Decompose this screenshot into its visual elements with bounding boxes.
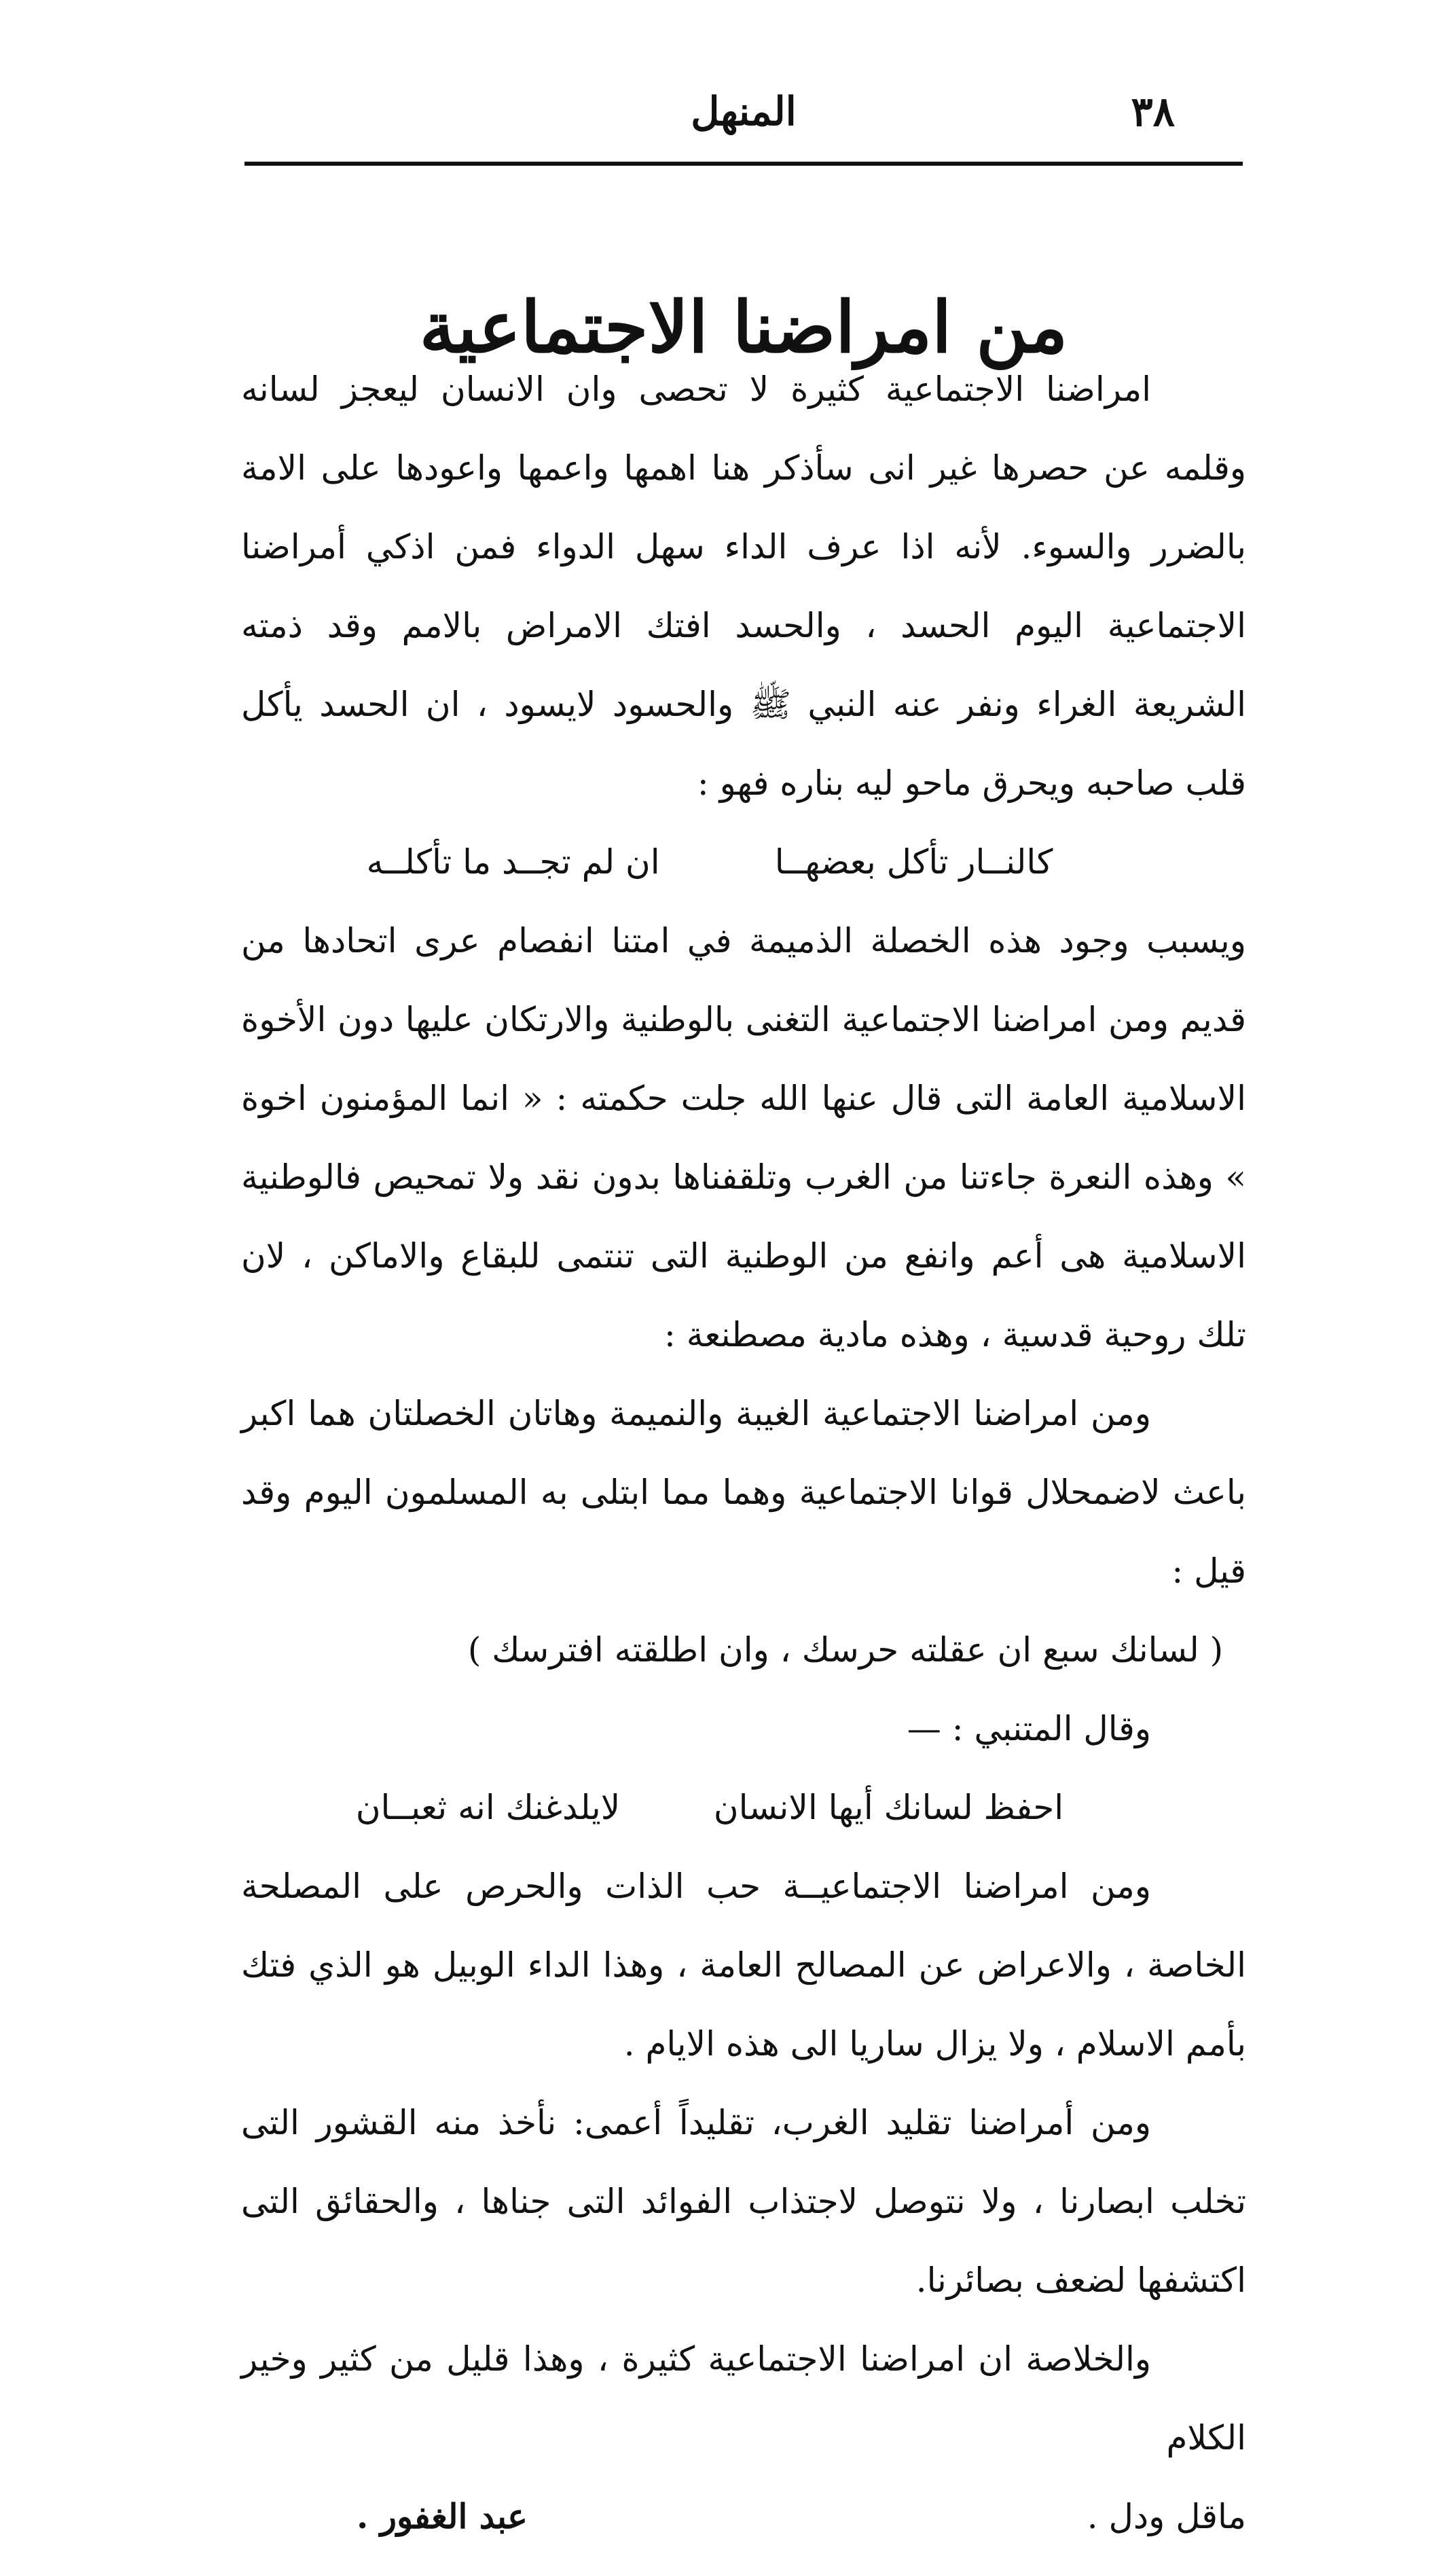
page-number: ٣٨ — [1131, 88, 1175, 136]
quote-tongue: ( لسانك سبع ان عقلته حرسك ، وان اطلقته افترسك ) — [467, 1630, 1224, 1670]
verse-second-half: ان لم تجــد ما تأكلــه — [366, 842, 660, 882]
closing-text: ماقل ودل . — [1087, 2497, 1246, 2536]
running-title: المنهل — [691, 88, 797, 134]
closing-line — [241, 2477, 1246, 2556]
paragraph-conclusion: والخلاصة ان امراضنا الاجتماعية كثيرة ، وهذا قليل من كثير وخير الكلام — [241, 2339, 1246, 2458]
article-title: من امراضنا الاجتماعية — [419, 285, 1068, 369]
mutanabbi-intro: وقال المتنبي : — — [907, 1709, 1151, 1748]
verse-tongue — [241, 1768, 1246, 1847]
verse-second-half: لايلدغنك انه ثعبــان — [355, 1788, 621, 1827]
header-rule — [244, 162, 1243, 166]
article-body — [241, 350, 1246, 2556]
paragraph-imitation: ومن أمراضنا تقليد الغرب، تقليداً أعمى: نأخذ منه القشور التى تخلب ابصارنا ، ولا نتوصل لاجتذاب الفوائد التى جناها ، والحقائق التى اكتشفها لضعف بصائرنا. — [241, 2103, 1246, 2300]
author-signature: عبد الغفور . — [357, 2496, 528, 2536]
verse-first-half: كالنــار تأكل بعضهــا — [774, 842, 1053, 882]
paragraph-backbiting: ومن امراضنا الاجتماعية الغيبة والنميمة وهاتان الخصلتان هما اكبر باعث لاضمحلال قوانا الاجتماعية وهما مما ابتلى به المسلمون اليوم وقد قيل : — [241, 1394, 1246, 1591]
verse-first-half: احفظ لسانك أيها الانسان — [713, 1788, 1064, 1827]
paragraph-envy: امراضنا الاجتماعية كثيرة لا تحصى وان الانسان ليعجز لسانه وقلمه عن حصرها غير انى سأذكر هنا اهمها واعمها واعودها على الامة بالضرر والسوء. لأنه اذا عرف الداء سهل الدواء فمن اذكي أمراضنا الاجتماعية اليوم الحسد ، والحسد افتك الامراض بالامم وقد ذمته الشريعة الغراء ونفر عنه النبي ﷺ والحسود لايسود ، ان الحسد يأكل قلب صاحبه ويحرق ماحو ليه بناره فهو : — [241, 370, 1246, 803]
verse-fire — [241, 823, 1246, 901]
page-header — [244, 82, 1243, 143]
paragraph-nationalism: ويسبب وجود هذه الخصلة الذميمة في امتنا انفصام عرى اتحادها من قديم ومن امراضنا الاجتماعية التغنى بالوطنية والارتكان عليها دون الأخوة الاسلامية العامة التى قال عنها الله جلت حكمته : « انما المؤمنون اخوة » وهذه النعرة جاءتنا من الغرب وتلقفناها بدون نقد ولا تمحيص فالوطنية الاسلامية هى أعم وانفع من الوطنية التى تنتمى للبقاع والاماكن ، لان تلك روحية قدسية ، وهذه مادية مصطنعة : — [241, 921, 1246, 1354]
paragraph-selfishness: ومن امراضنا الاجتماعيــة حب الذات والحرص على المصلحة الخاصة ، والاعراض عن المصالح العامة ، وهذا الداء الوبيل هو الذي فتك بأمم الاسلام ، ولا يزال ساريا الى هذه الايام . — [241, 1867, 1246, 2064]
